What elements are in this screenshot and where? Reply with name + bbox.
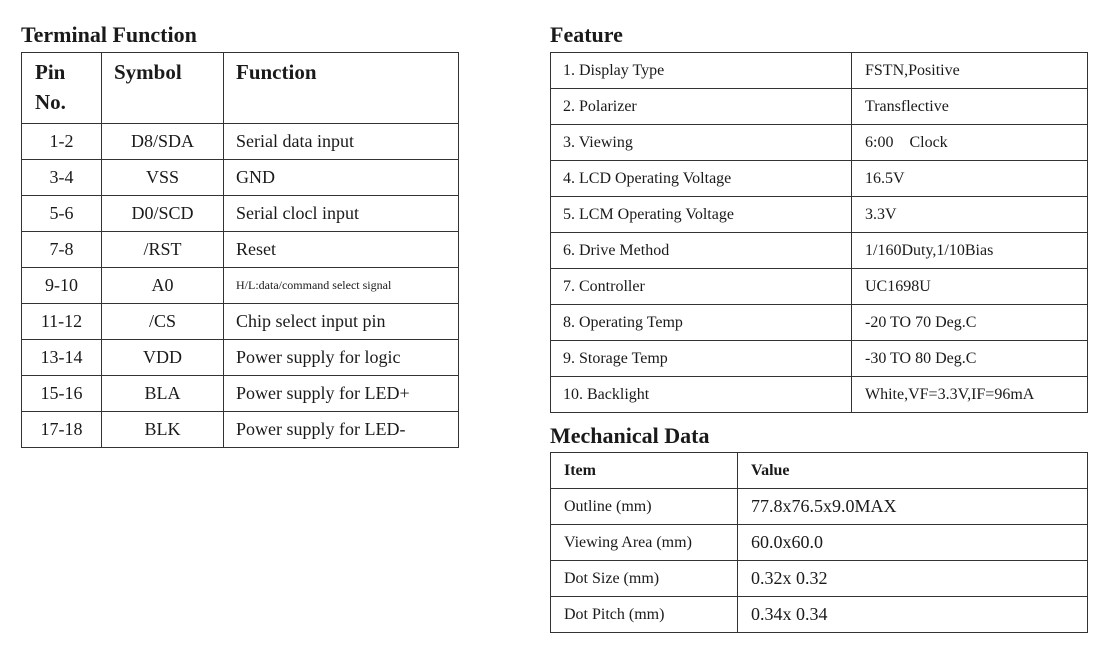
table-row <box>22 412 459 448</box>
function-cell: Reset <box>224 232 459 268</box>
symbol-cell: /RST <box>102 232 224 268</box>
mechanical-value: 0.34x 0.34 <box>738 597 1088 633</box>
feature-label: 1. Display Type <box>551 53 852 89</box>
feature-table <box>550 52 1088 413</box>
terminal-header-row <box>22 53 459 124</box>
table-row <box>551 233 1088 269</box>
feature-value: 6:00 Clock <box>852 125 1088 161</box>
feature-value: FSTN,Positive <box>852 53 1088 89</box>
mechanical-header-row <box>551 453 1088 489</box>
function-cell: GND <box>224 160 459 196</box>
pin-cell: 13-14 <box>22 340 102 376</box>
pin-cell: 11-12 <box>22 304 102 340</box>
feature-label: 3. Viewing <box>551 125 852 161</box>
table-row <box>551 161 1088 197</box>
mechanical-item: Dot Size (mm) <box>551 561 738 597</box>
pin-cell: 9-10 <box>22 268 102 304</box>
mechanical-item: Viewing Area (mm) <box>551 525 738 561</box>
table-row <box>22 196 459 232</box>
feature-label: 2. Polarizer <box>551 89 852 125</box>
symbol-cell: D0/SCD <box>102 196 224 232</box>
table-row <box>551 525 1088 561</box>
table-row <box>551 197 1088 233</box>
symbol-cell: BLA <box>102 376 224 412</box>
function-cell: Power supply for logic <box>224 340 459 376</box>
mechanical-value: 77.8x76.5x9.0MAX <box>738 489 1088 525</box>
pin-no-header: Pin No. <box>22 53 102 124</box>
feature-label: 5. LCM Operating Voltage <box>551 197 852 233</box>
feature-value: 1/160Duty,1/10Bias <box>852 233 1088 269</box>
table-row <box>551 53 1088 89</box>
mechanical-data-title: Mechanical Data <box>550 423 710 448</box>
symbol-header: Symbol <box>102 53 224 124</box>
symbol-cell: D8/SDA <box>102 124 224 160</box>
table-row <box>551 89 1088 125</box>
feature-value: Transflective <box>852 89 1088 125</box>
table-row <box>22 232 459 268</box>
function-cell: Power supply for LED- <box>224 412 459 448</box>
feature-value: 16.5V <box>852 161 1088 197</box>
feature-label: 9. Storage Temp <box>551 341 852 377</box>
mechanical-value: 60.0x60.0 <box>738 525 1088 561</box>
feature-label: 6. Drive Method <box>551 233 852 269</box>
table-row <box>551 305 1088 341</box>
function-cell: Chip select input pin <box>224 304 459 340</box>
symbol-cell: VDD <box>102 340 224 376</box>
symbol-cell: VSS <box>102 160 224 196</box>
pin-cell: 1-2 <box>22 124 102 160</box>
table-row <box>22 160 459 196</box>
function-cell: H/L:data/command select signal <box>224 268 459 304</box>
table-row <box>22 340 459 376</box>
table-row <box>22 124 459 160</box>
function-cell: Power supply for LED+ <box>224 376 459 412</box>
function-cell: Serial data input <box>224 124 459 160</box>
item-header: Item <box>551 453 738 489</box>
feature-value: White,VF=3.3V,IF=96mA <box>852 377 1088 413</box>
symbol-cell: BLK <box>102 412 224 448</box>
mechanical-item: Outline (mm) <box>551 489 738 525</box>
symbol-cell: A0 <box>102 268 224 304</box>
mechanical-item: Dot Pitch (mm) <box>551 597 738 633</box>
terminal-function-table <box>21 52 459 448</box>
mechanical-value: 0.32x 0.32 <box>738 561 1088 597</box>
table-row <box>22 304 459 340</box>
table-row <box>551 341 1088 377</box>
table-row <box>551 377 1088 413</box>
table-row <box>22 268 459 304</box>
feature-label: 7. Controller <box>551 269 852 305</box>
pin-cell: 15-16 <box>22 376 102 412</box>
pin-cell: 3-4 <box>22 160 102 196</box>
mechanical-data-table <box>550 452 1088 633</box>
feature-label: 4. LCD Operating Voltage <box>551 161 852 197</box>
feature-label: 10. Backlight <box>551 377 852 413</box>
symbol-cell: /CS <box>102 304 224 340</box>
feature-value: -30 TO 80 Deg.C <box>852 341 1088 377</box>
table-row <box>551 125 1088 161</box>
feature-value: -20 TO 70 Deg.C <box>852 305 1088 341</box>
function-cell: Serial clocl input <box>224 196 459 232</box>
pin-cell: 17-18 <box>22 412 102 448</box>
function-header: Function <box>224 53 459 124</box>
table-row <box>551 269 1088 305</box>
pin-cell: 7-8 <box>22 232 102 268</box>
table-row <box>22 376 459 412</box>
table-row <box>551 597 1088 633</box>
pin-cell: 5-6 <box>22 196 102 232</box>
feature-label: 8. Operating Temp <box>551 305 852 341</box>
feature-value: 3.3V <box>852 197 1088 233</box>
table-row <box>551 489 1088 525</box>
feature-value: UC1698U <box>852 269 1088 305</box>
terminal-function-title: Terminal Function <box>21 22 197 47</box>
value-header: Value <box>738 453 1088 489</box>
feature-title: Feature <box>550 22 623 47</box>
table-row <box>551 561 1088 597</box>
